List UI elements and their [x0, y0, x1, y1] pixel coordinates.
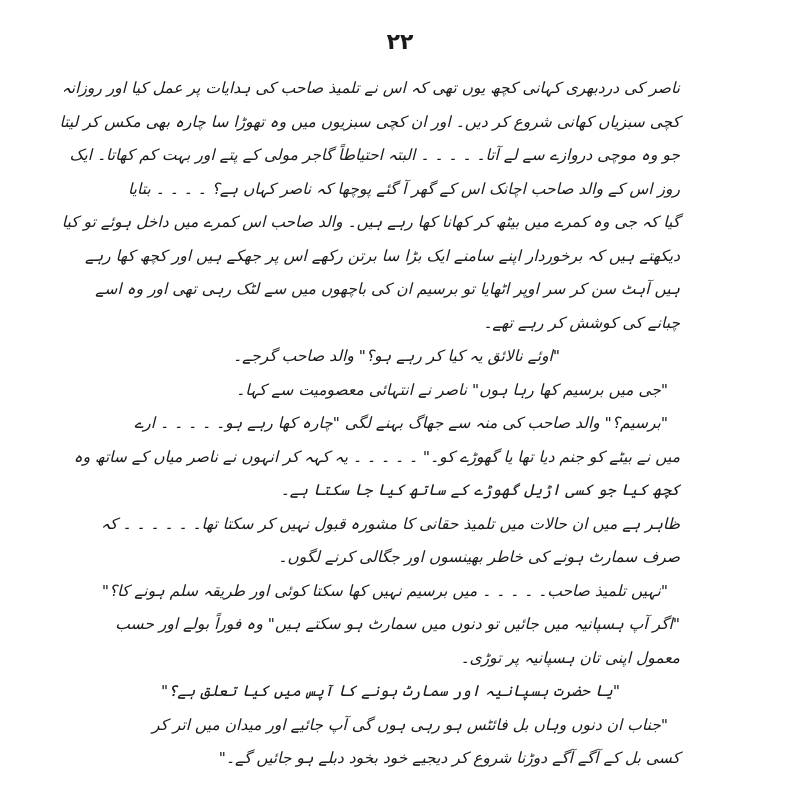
text-line: "جی میں برسیم کھا رہا ہوں" ناصر نے انتہائی معصومیت سے کہا۔	[236, 380, 668, 399]
text-line: "برسیم؟" والد صاحب کی منہ سے جھاگ بہنے لگی "چارہ کھا رہے ہو۔ ۔ ۔ ۔ ۔ ارے	[134, 414, 668, 432]
text-line: میں نے بیٹے کو جنم دیا تھا یا گھوڑے کو۔" ۔ ۔ ۔ ۔ ۔ یہ کہہ کر انہوں نے ناصر میاں کے ساتھ وہ	[73, 447, 680, 466]
text-line: گیا کہ جی وہ کمرے میں بیٹھ کر کھانا کھا رہے ہیں۔ والد صاحب اس کمرے میں داخل ہوئے تو کیا	[61, 213, 680, 231]
text-line: معمول اپنی تان ہسپانیہ پر توڑی۔	[460, 648, 680, 667]
text-line: "نہیں تلمیذ صاحب۔ ۔ ۔ ۔ ۔ میں برسیم نہیں کھا سکتا کوئی اور طریقہ سلم ہونے کا؟"	[101, 581, 668, 600]
text-line: "جناب ان دنوں وہاں بل فائٹس ہو رہی ہوں گی آپ جائیے اور میدان میں اتر کر	[151, 715, 668, 734]
text-line: جو وہ موچی دروازے سے لے آتا۔ ۔ ۔ ۔ ۔ البتہ احتیاطاً گاجر مولی کے پتے اور بہت کم کھاتا۔ ایک	[69, 146, 680, 164]
text-line: کسی بل کے آگے آگے دوڑنا شروع کر دیجیے خود بخود دبلے ہو جائیں گے۔"	[218, 749, 680, 767]
text-line: ظاہر ہے میں ان حالات میں تلمیذ حقانی کا مشورہ قبول نہیں کر سکتا تھا۔ ۔ ۔ ۔ ۔ ۔ کہ	[100, 514, 680, 533]
text-line: روز اس کے والد صاحب اچانک اس کے گھر آ گئے پوچھا کہ ناصر کہاں ہے؟ ۔ ۔ ۔ ۔ بتایا	[127, 179, 680, 198]
text-line: کچی سبزیاں کھانی شروع کر دیں۔ اور ان کچی سبزیوں میں وہ تھوڑا سا چارہ بھی مکس کر لیتا	[59, 112, 680, 131]
page-number: ۲۲	[386, 30, 414, 55]
text-line: ناصر کی دردبھری کہانی کچھ یوں تھی کہ اس نے تلمیذ صاحب کی ہدایات پر عمل کیا اور روزانہ	[61, 79, 680, 97]
text-line: کچھ کیا جو کسی اڑیل گھوڑے کے ساتھ کیا جا سکتا ہے۔	[280, 481, 680, 499]
text-line: "اوئے نالائق یہ کیا کر رہے ہو؟" والد صاحب گرجے۔	[233, 347, 560, 365]
text-line: "یا حضرت ہسپانیہ اور سمارٹ ہونے کا آپس میں کیا تعلق ہے؟"	[161, 682, 620, 700]
text-line: دیکھتے ہیں کہ برخوردار اپنے سامنے ایک بڑا سا برتن رکھے اس پر جھکے ہیں اور کچھ کھا رہے	[85, 246, 680, 265]
text-line: ہیں آہٹ سن کر سر اوپر اٹھایا تو برسیم ان کی باچھوں میں سے لٹک رہی تھی اور وہ اسے	[95, 280, 680, 298]
text-line: "اگر آپ ہسپانیہ میں جائیں تو دنوں میں سمارٹ ہو سکتے ہیں" وہ فوراً بولے اور حسب	[115, 615, 680, 633]
text-line: صرف سمارٹ ہونے کی خاطر بھینسوں اور جگالی کرنے لگوں۔	[278, 548, 680, 566]
text-line: چبانے کی کوشش کر رہے تھے۔	[483, 313, 680, 332]
page-body-text	[59, 72, 680, 776]
